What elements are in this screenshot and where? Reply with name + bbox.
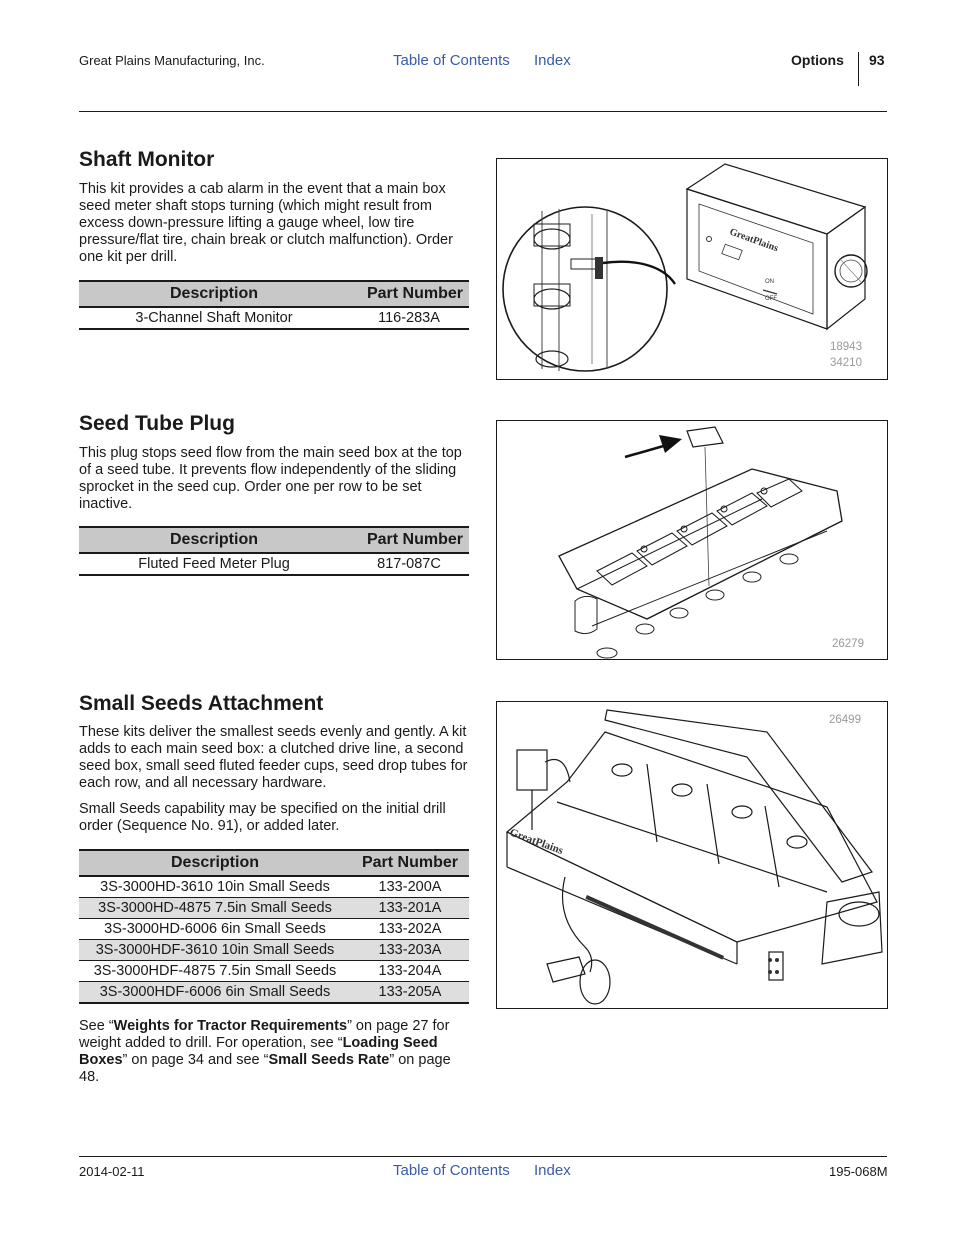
table-cell-part-number: 133-203A (351, 940, 469, 961)
table-header-description: Description (79, 281, 349, 307)
small-seeds-body-1: These kits deliver the smallest seeds evenly and gently. A kit adds to each main seed box: a clutched drive line, a second seed box, small seed fluted feeder cups, seed drop tubes for each row, and all necessary hardware. (79, 724, 468, 791)
page-number: 93 (869, 52, 885, 68)
table-row (79, 876, 469, 898)
svg-text:GreatPlains: GreatPlains (507, 826, 565, 857)
figure-number: 26499 (829, 714, 861, 726)
table-cell-description: 3S-3000HD-6006 6in Small Seeds (79, 919, 351, 940)
seed-tube-plug-figure (496, 420, 888, 660)
footer-date: 2014-02-11 (79, 1164, 145, 1179)
table-cell-description: 3S-3000HDF-4875 7.5in Small Seeds (79, 961, 351, 982)
shaft-monitor-title: Shaft Monitor (79, 148, 215, 171)
table-cell-part-number: 133-205A (351, 982, 469, 1004)
table-row (79, 940, 469, 961)
header-rule (79, 111, 887, 112)
footer-rule (79, 1156, 887, 1157)
shaft-monitor-illustration (497, 159, 887, 379)
figure-number: 34210 (830, 357, 862, 369)
table-header-part-number: Part Number (349, 527, 469, 553)
header-divider (858, 52, 859, 86)
small-seeds-parts-table (79, 849, 469, 1004)
monitor-off-label: OFF (765, 296, 777, 302)
small-seeds-body-2: Small Seeds capability may be specified on the initial drill order (Sequence No. 91), or added later. (79, 801, 446, 834)
table-cell-description: Fluted Feed Meter Plug (79, 553, 349, 575)
table-cell-description: 3-Channel Shaft Monitor (79, 307, 349, 329)
table-header-part-number: Part Number (349, 281, 469, 307)
table-cell-part-number: 133-201A (351, 898, 469, 919)
svg-text:GreatPlains: GreatPlains (727, 226, 780, 255)
table-row (79, 961, 469, 982)
rate-reference: Small Seeds Rate (268, 1052, 390, 1068)
table-header-description: Description (79, 850, 351, 876)
shaft-monitor-body: This kit provides a cab alarm in the event that a main box seed meter shaft stops turning (which might result from excess down-pressure lifting a gauge wheel, low tire pressure/flat tire, chain break or clutch malfunction). Order one kit per drill. (79, 181, 453, 265)
table-header-description: Description (79, 527, 349, 553)
figure-number: 18943 (830, 341, 862, 353)
table-cell-description: 3S-3000HD-3610 10in Small Seeds (79, 876, 351, 898)
table-row (79, 919, 469, 940)
footer-index-link[interactable]: Index (534, 1162, 571, 1179)
table-header-part-number: Part Number (351, 850, 469, 876)
table-cell-part-number: 116-283A (349, 307, 469, 329)
seed-tube-plug-illustration (497, 421, 887, 659)
table-cell-description: 3S-3000HDF-3610 10in Small Seeds (79, 940, 351, 961)
header-index-link[interactable]: Index (534, 52, 571, 69)
table-row (79, 898, 469, 919)
table-cell-part-number: 133-200A (351, 876, 469, 898)
small-seeds-illustration (497, 702, 887, 1008)
seed-tube-plug-title: Seed Tube Plug (79, 412, 235, 435)
section-name: Options (791, 52, 844, 68)
shaft-monitor-figure (496, 158, 888, 380)
table-cell-description: 3S-3000HD-4875 7.5in Small Seeds (79, 898, 351, 919)
figure-number: 26279 (832, 638, 864, 650)
footer-doc-number: 195-068M (829, 1164, 888, 1179)
seed-tube-plug-parts-table (79, 526, 469, 576)
table-cell-description: 3S-3000HDF-6006 6in Small Seeds (79, 982, 351, 1004)
table-row (79, 553, 469, 575)
weights-reference: Weights for Tractor Requirements (113, 1018, 348, 1034)
shaft-monitor-parts-table (79, 280, 469, 330)
table-cell-part-number: 817-087C (349, 553, 469, 575)
company-name: Great Plains Manufacturing, Inc. (79, 53, 265, 68)
table-row (79, 307, 469, 329)
seed-tube-plug-body: This plug stops seed flow from the main seed box at the top of a seed tube. It prevents flow independently of the sliding sprocket in the seed cup. Order one per row to be set inactive. (79, 445, 462, 512)
table-cell-part-number: 133-202A (351, 919, 469, 940)
small-seeds-title: Small Seeds Attachment (79, 692, 324, 715)
small-seeds-figure (496, 701, 888, 1009)
small-seeds-see-also: See “Weights for Tractor Requirements” on page 27 for weight added to drill. For operation, see “Loading Seed Boxes” on page 34 and see “Small Seeds Rate” on page 48. (79, 1018, 451, 1085)
loading-reference: Loading Seed Boxes (79, 1035, 438, 1068)
table-row (79, 982, 469, 1004)
monitor-on-label: ON (765, 279, 774, 285)
footer-toc-link[interactable]: Table of Contents (393, 1162, 510, 1179)
table-cell-part-number: 133-204A (351, 961, 469, 982)
header-toc-link[interactable]: Table of Contents (393, 52, 510, 69)
